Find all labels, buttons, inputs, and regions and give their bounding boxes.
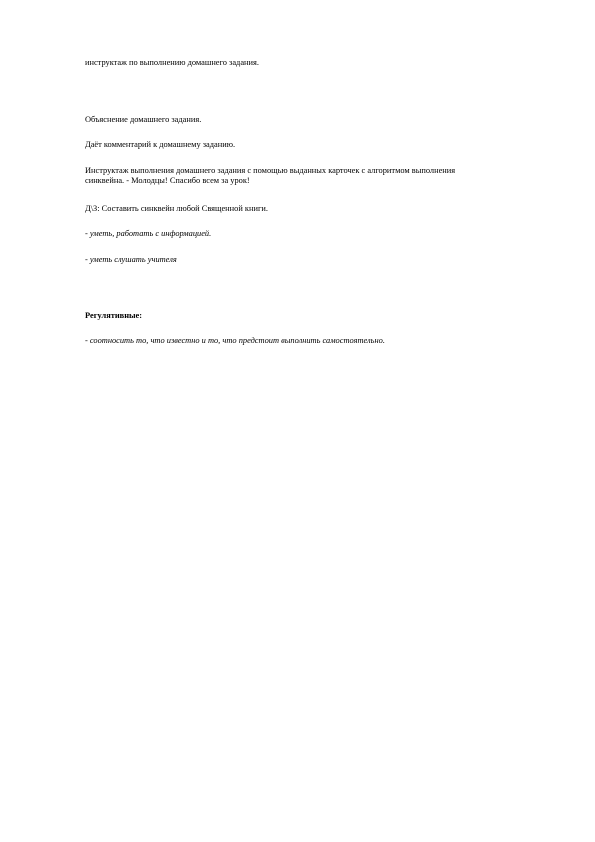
instruction-paragraph-line-1: Инструктаж выполнения домашнего задания с помощью выданных карточек с алгоритмом выполнения [85, 166, 456, 175]
skill-work-with-information: - уметь, работать с информацией. [85, 229, 212, 238]
instruction-paragraph-line-2: синквейна. - Молодцы! Спасибо всем за урок! [85, 176, 250, 185]
homework-comment-text: Даёт комментарий к домашнему заданию. [85, 140, 236, 149]
regulatory-skill-text: - соотносить то, что известно и то, что предстоит выполнить самостоятельно. [85, 336, 385, 345]
homework-assignment-text: Д\З: Составить синквейн любой Священной книги. [85, 204, 268, 213]
homework-instruction-text: инструктаж по выполнению домашнего задания. [85, 58, 259, 67]
regulatory-heading: Регулятивные: [85, 311, 143, 320]
skill-listen-to-teacher: - уметь слушать учителя [85, 255, 177, 264]
homework-explanation-heading: Объяснение домашнего задания. [85, 115, 202, 124]
